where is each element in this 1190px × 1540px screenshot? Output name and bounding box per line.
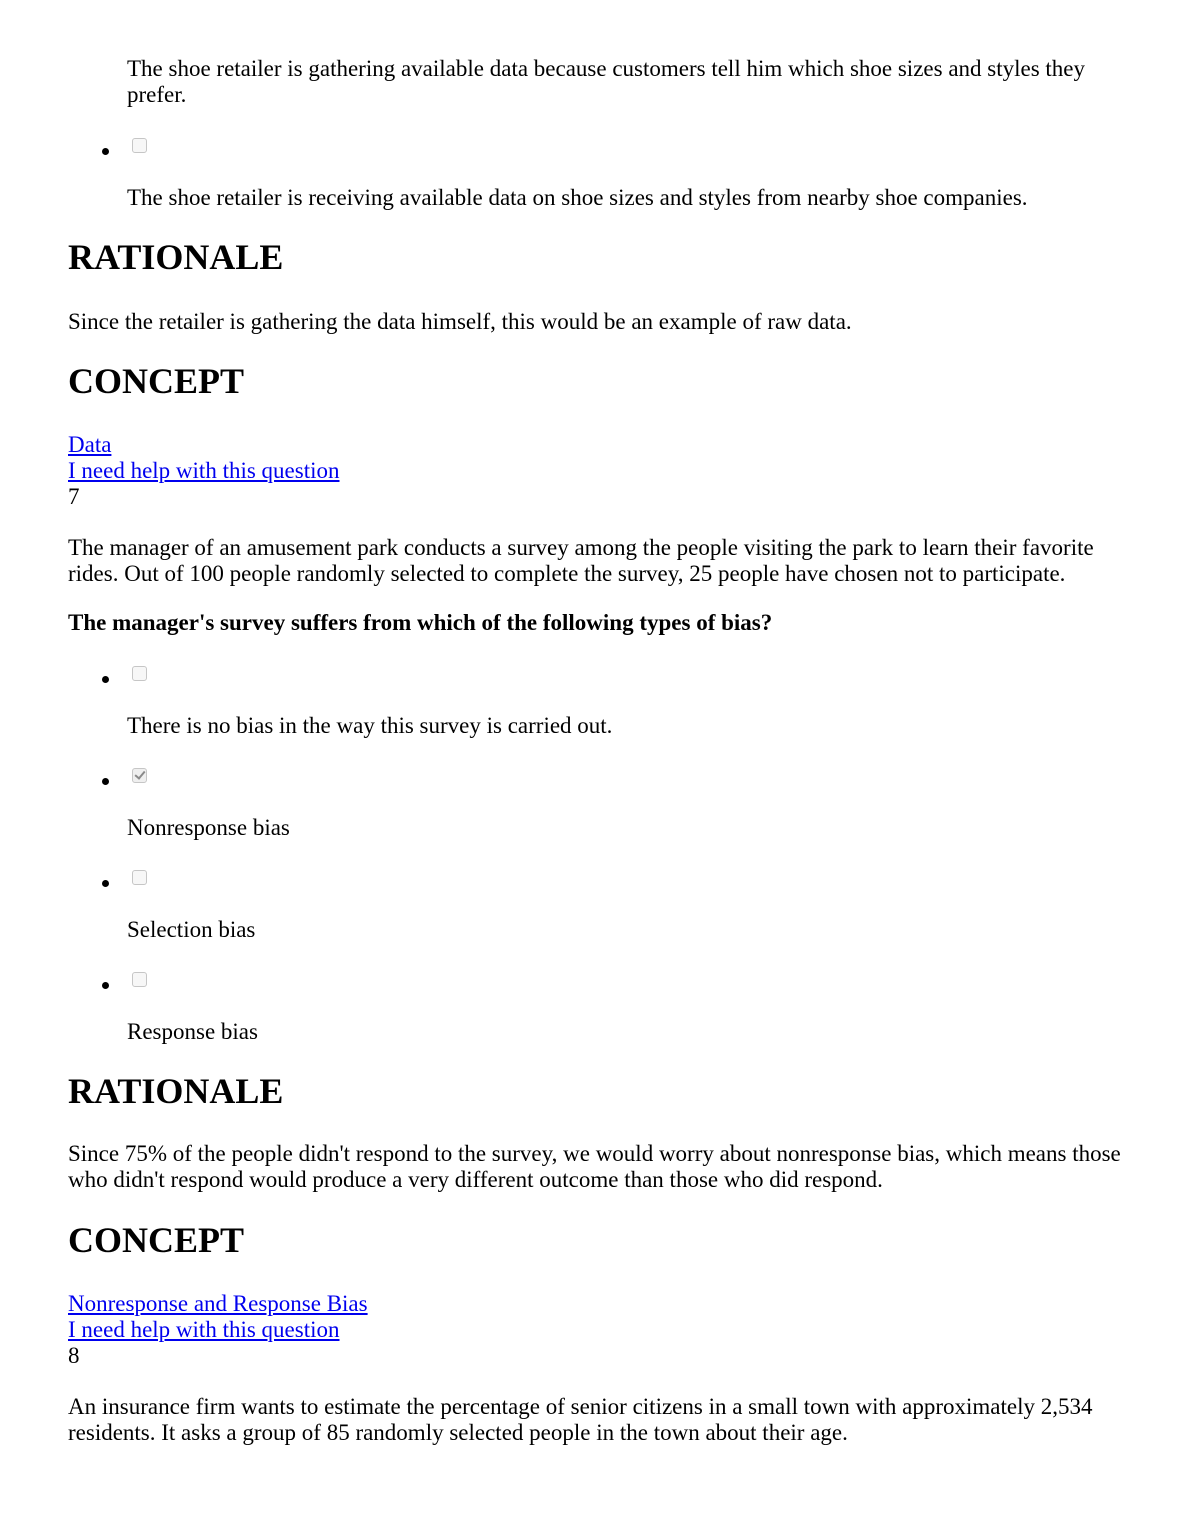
question-number: 8: [68, 1343, 80, 1368]
rationale-heading: RATIONALE: [68, 1071, 284, 1111]
q7-option-1-checkbox[interactable]: [132, 666, 147, 681]
q7-option-4-text: Response bias: [127, 1019, 258, 1044]
prev-option-2-row[interactable]: [68, 138, 268, 166]
question-prompt: The manager's survey suffers from which of the following types of bias?: [68, 610, 773, 635]
help-link[interactable]: I need help with this question: [68, 458, 340, 483]
bullet-icon: [102, 148, 109, 155]
question-stem: An insurance firm wants to estimate the percentage of senior citizens in a small town with approximately 2,534 residents. It asks a group of 85 randomly selected people in the town about their age.: [68, 1394, 1093, 1446]
rationale-heading: RATIONALE: [68, 237, 284, 277]
q7-option-4-row[interactable]: [68, 972, 268, 1000]
rationale-text: Since the retailer is gathering the data himself, this would be an example of raw data.: [68, 309, 852, 334]
concept-link-data[interactable]: Data: [68, 432, 112, 457]
bullet-icon: [102, 880, 109, 887]
q7-option-3-text: Selection bias: [127, 917, 256, 942]
help-link[interactable]: I need help with this question: [68, 1317, 340, 1342]
q7-option-2-checkbox-checked[interactable]: [132, 768, 147, 783]
q7-option-1-row[interactable]: [68, 666, 268, 694]
q7-option-4-checkbox[interactable]: [132, 972, 147, 987]
q7-option-3-checkbox[interactable]: [132, 870, 147, 885]
bullet-icon: [102, 778, 109, 785]
prev-option-2-checkbox[interactable]: [132, 138, 147, 153]
q7-option-1-text: There is no bias in the way this survey is carried out.: [127, 713, 613, 738]
q7-option-3-row[interactable]: [68, 870, 268, 898]
bullet-icon: [102, 982, 109, 989]
question-stem: The manager of an amusement park conducts a survey among the people visiting the park to learn their favorite rides. Out of 100 people randomly selected to complete the survey, 25 people have chosen not to participate.: [68, 535, 1094, 587]
q7-option-2-row[interactable]: [68, 768, 268, 796]
concept-links: [68, 432, 1128, 510]
question-number: 7: [68, 484, 80, 509]
prev-option-1-text: The shoe retailer is gathering available data because customers tell him which shoe sizes and styles they prefer.: [127, 56, 1086, 108]
concept-heading: CONCEPT: [68, 361, 245, 401]
rationale-text: Since 75% of the people didn't respond to the survey, we would worry about nonresponse bias, which means those who didn't respond would produce a very different outcome than those who did respond.: [68, 1141, 1121, 1193]
concept-heading: CONCEPT: [68, 1220, 245, 1260]
concept-link-nonresponse-bias[interactable]: Nonresponse and Response Bias: [68, 1291, 368, 1316]
concept-links: [68, 1291, 1128, 1369]
bullet-icon: [102, 676, 109, 683]
prev-option-2-text: The shoe retailer is receiving available data on shoe sizes and styles from nearby shoe companies.: [127, 185, 1028, 210]
q7-option-2-text: Nonresponse bias: [127, 815, 290, 840]
